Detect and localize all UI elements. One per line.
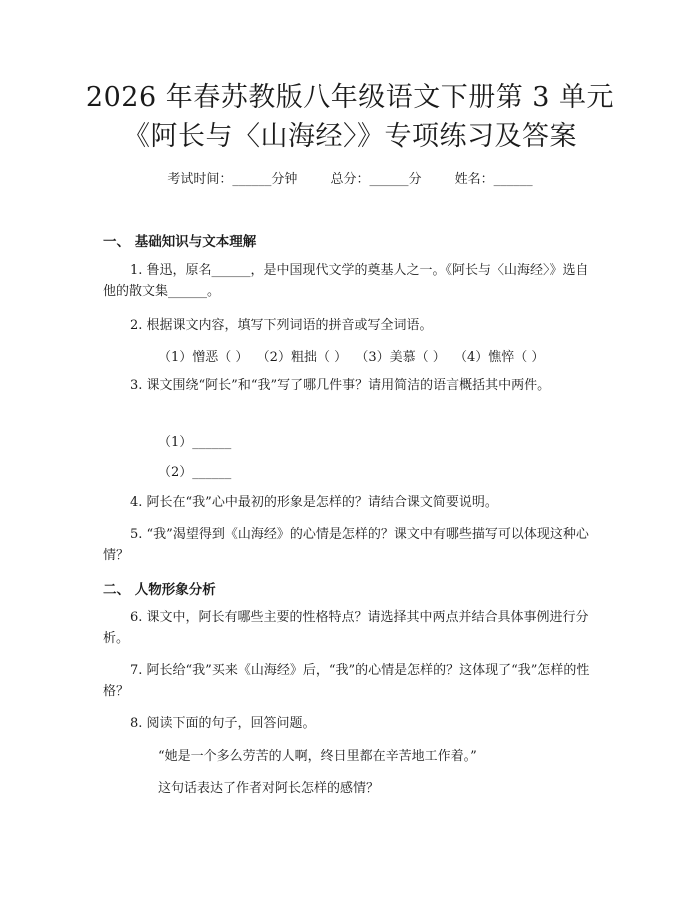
document-title-line-1: 2026 年春苏教版八年级语文下册第 3 单元 [85, 82, 615, 113]
question-1: 1. 鲁迅，原名______，是中国现代文学的奠基人之一。《阿长与〈山海经〉》选自他的散文集______。 [103, 263, 589, 299]
question-3-blank-1: （1）______ [158, 435, 232, 450]
question-8-quote: “她是一个多么劳苦的人啊，终日里都在辛苦地工作着。” [158, 749, 477, 764]
question-3-blank-2: （2）______ [158, 465, 232, 480]
question-7: 7. 阿长给“我”买来《山海经》后，“我”的心情是怎样的？这体现了“我”怎样的性格？ [103, 663, 590, 699]
student-name-field: 姓名：______ [454, 172, 533, 187]
question-8-prompt: 这句话表达了作者对阿长怎样的感情？ [158, 781, 380, 796]
question-4: 4. 阿长在“我”心中最初的形象是怎样的？请结合课文简要说明。 [130, 495, 498, 510]
exam-time-field: 考试时间：______分钟 [167, 172, 298, 187]
question-5: 5. “我”渴望得到《山海经》的心情是怎样的？课文中有哪些描写可以体现这种心情？ [103, 527, 589, 563]
section-heading-2: 二、 人物形象分析 [103, 582, 216, 598]
question-3: 3. 课文围绕“阿长”和“我”写了哪几件事？请用简洁的语言概括其中两件。 [130, 378, 551, 393]
question-2-items: （1）憎恶（ ） （2）粗拙（ ） （3）美慕（ ） （4）憔悴（ ） [158, 350, 545, 365]
section-heading-1: 一、 基础知识与文本理解 [103, 234, 257, 250]
question-2: 2. 根据课文内容，填写下列词语的拼音或写全词语。 [130, 318, 433, 333]
document-title-line-2: 《阿长与〈山海经〉》专项练习及答案 [123, 121, 577, 152]
question-8: 8. 阅读下面的句子，回答问题。 [130, 716, 316, 731]
exam-info-row [0, 168, 700, 187]
total-score-field: 总分：______分 [330, 172, 422, 187]
question-6: 6. 课文中，阿长有哪些主要的性格特点？请选择其中两点并结合具体事例进行分析。 [103, 610, 589, 646]
